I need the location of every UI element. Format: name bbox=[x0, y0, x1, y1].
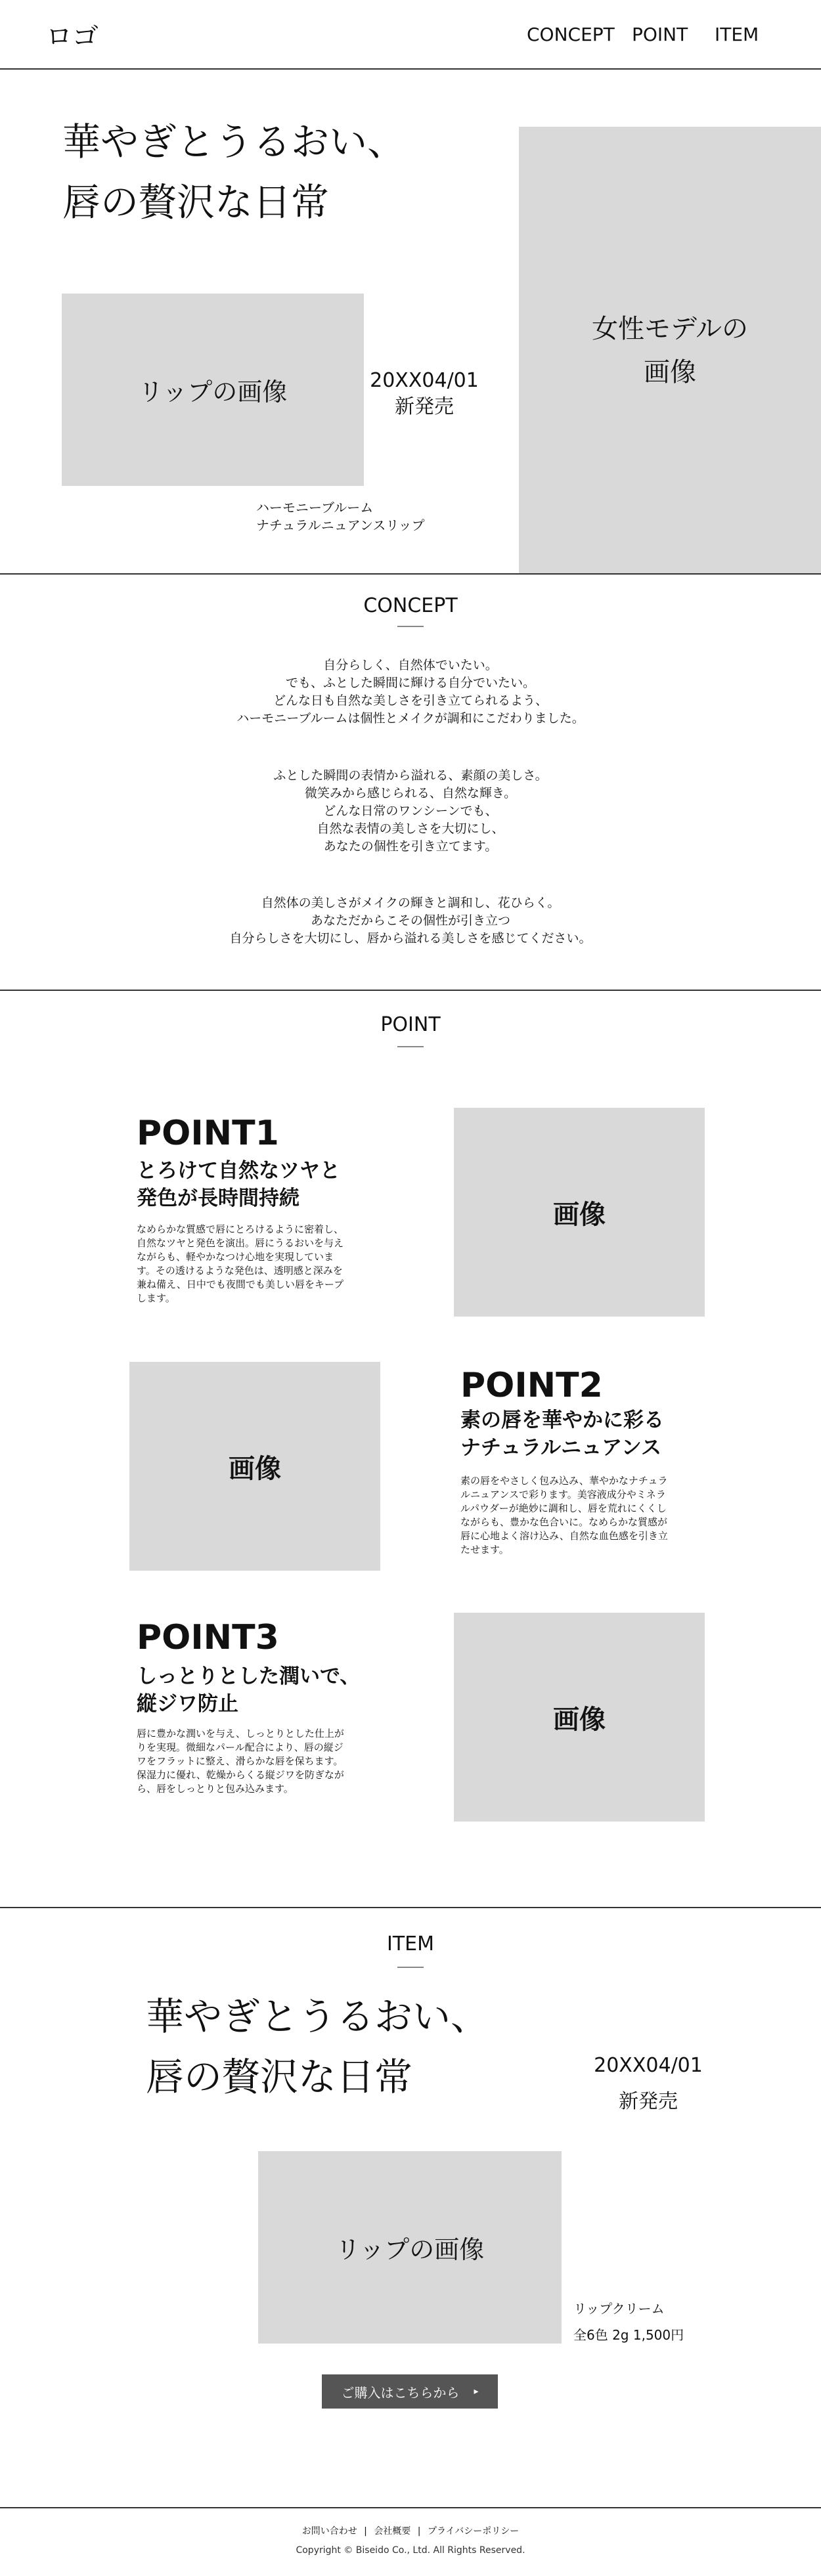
concept-paragraph-1: 自分らしく、自然体でいたい。 でも、ふとした瞬間に輝ける自分でいたい。 どんな日も自然な美しさを引き立てられるよう、 ハーモニーブルームは個性とメイクが調和にこだわりました。 bbox=[236, 658, 585, 726]
concept-title: CONCEPT bbox=[363, 594, 458, 617]
point1-subtitle: とろけて自然なツヤと 発色が長時間持続 bbox=[137, 1159, 340, 1210]
point3-heading: POINT3 bbox=[137, 1618, 279, 1657]
item-headline: 華やぎとうるおい、 唇の贅沢な日常 bbox=[146, 1994, 489, 2099]
item-lip-image: リップの画像 bbox=[258, 2151, 562, 2344]
footer-link-privacy[interactable]: プライバシーポリシー bbox=[427, 2526, 520, 2537]
point3-body: 唇に豊かな潤いを与え、しっとりとした仕上が りを実現。微細なパール配合により、唇の縦ジ ワをフラットに整え、滑らかな唇を保ちます。 保湿力に優れ、乾燥からくる縦ジワを防ぎなが ら、唇をしっとりと包み込みます。 bbox=[137, 1728, 344, 1795]
footer-separator: | bbox=[364, 2526, 367, 2537]
hero-product-line: ハーモニーブルーム ナチュラルニュアンスリップ bbox=[256, 500, 425, 533]
point1-image: 画像 bbox=[454, 1108, 705, 1317]
footer-links bbox=[0, 2524, 821, 2537]
point-divider bbox=[0, 1907, 821, 1908]
hero-divider bbox=[0, 573, 821, 575]
hero-release-date: 20XX04/01 新発売 bbox=[370, 369, 479, 418]
logo[interactable]: ロゴ bbox=[46, 22, 99, 52]
buy-button[interactable] bbox=[322, 2374, 498, 2409]
point-title: POINT bbox=[380, 1013, 441, 1036]
point2-subtitle: 素の唇を華やかに彩る ナチュラルニュアンス bbox=[460, 1408, 664, 1460]
buy-button-label: ご購入はこちらから bbox=[341, 2384, 460, 2401]
point1-heading: POINT1 bbox=[137, 1114, 279, 1153]
concept-paragraph-2: ふとした瞬間の表情から溢れる、素顔の美しさ。 微笑みから感じられる、自然な輝き。 どんな日常のワンシーンでも、 自然な表情の美しさを大切にし、 あなたの個性を引き立てます。 bbox=[273, 768, 548, 854]
item-release-date: 20XX04/01 新発売 bbox=[594, 2054, 703, 2113]
item-title: ITEM bbox=[386, 1932, 434, 1955]
item-divider bbox=[0, 2507, 821, 2508]
hero-model-image: 女性モデルの 画像 bbox=[519, 127, 821, 575]
nav-item[interactable]: ITEM bbox=[715, 24, 759, 45]
point1-body: なめらかな質感で唇にとろけるように密着し、 自然なツヤと発色を演出。唇にうるおいを与え ながらも、軽やかなつけ心地を実現していま す。その透けるような発色は、透明感と深みを 兼ね備え、日中でも夜間でも美しい唇をキープ します。 bbox=[137, 1223, 344, 1304]
footer-link-company[interactable]: 会社概要 bbox=[374, 2526, 411, 2537]
point2-heading: POINT2 bbox=[460, 1366, 603, 1405]
footer-copyright: Copyright © Biseido Co., Ltd. All Rights Reserved. bbox=[296, 2545, 525, 2556]
point3-subtitle: しっとりとした潤いで、 縦ジワ防止 bbox=[137, 1665, 361, 1716]
concept-paragraph-3: 自然体の美しさがメイクの輝きと調和し、花ひらく。 あなただからこその個性が引き立つ 自分らしさを大切にし、唇から溢れる美しさを感じてください。 bbox=[229, 896, 592, 946]
point-title-underline bbox=[397, 1046, 424, 1047]
footer-separator: | bbox=[417, 2526, 421, 2537]
item-product-spec: 全6色 2g 1,500円 bbox=[573, 2327, 684, 2343]
nav-concept[interactable]: CONCEPT bbox=[527, 24, 615, 45]
header-divider bbox=[0, 68, 821, 70]
footer-link-contact[interactable]: お問い合わせ bbox=[301, 2526, 357, 2537]
point3-image: 画像 bbox=[454, 1613, 705, 1822]
item-product-name: リップクリーム bbox=[573, 2301, 665, 2317]
concept-title-underline bbox=[397, 626, 424, 627]
hero-lip-image: リップの画像 bbox=[62, 294, 364, 486]
nav-point[interactable]: POINT bbox=[632, 24, 688, 45]
concept-divider bbox=[0, 990, 821, 991]
chevron-right-icon: ▸ bbox=[474, 2386, 479, 2397]
point2-body: 素の唇をやさしく包み込み、華やかなナチュラ ルニュアンスで彩ります。美容液成分やミネラ ルパウダーが絶妙に調和し、唇を荒れにくくし ながらも、豊かな色合いに。なめらかな質感が 唇に心地よく溶け込み、自然な血色感を引き立 たせます。 bbox=[460, 1475, 668, 1556]
hero-headline: 華やぎとうるおい、 唇の贅沢な日常 bbox=[62, 120, 406, 225]
item-title-underline bbox=[397, 1967, 424, 1968]
point2-image: 画像 bbox=[129, 1362, 380, 1571]
